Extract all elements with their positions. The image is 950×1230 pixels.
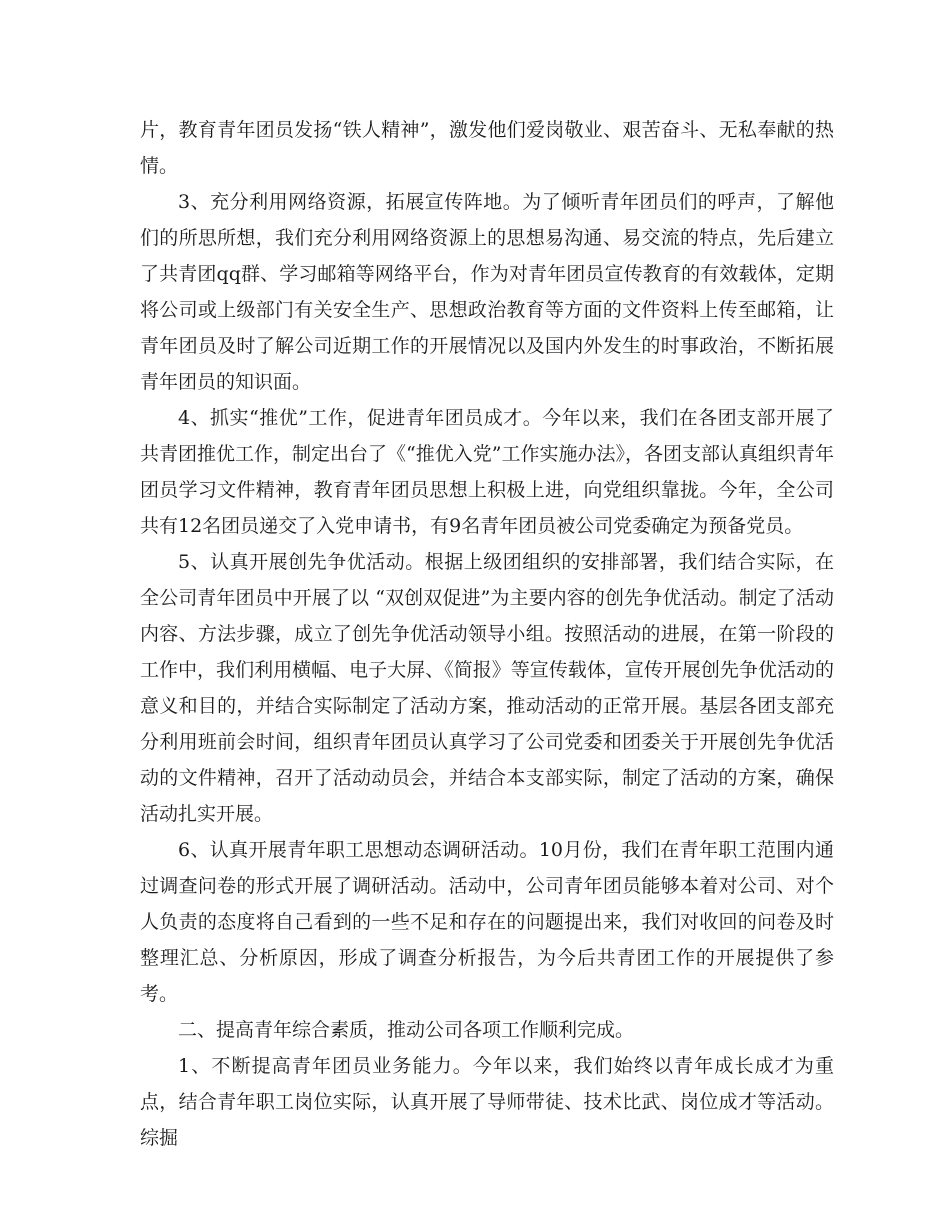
paragraph-item-5-create-excellence: 5、认真开展创先争优活动。根据上级团组织的安排部署，我们结合实际，在全公司青年团员中开展了以 “双创双促进”为主要内容的创先争优活动。制定了活动内容、方法步骤，成立了创先争优活动领导小组。按照活动的进展，在第一阶段的工作中，我们利用横幅、电子大屏、《简报》等宣传载体，宣传开展创先争优活动的意义和目的，并结合实际制定了活动方案，推动活动的正常开展。基层各团支部充分利用班前会时间，组织青年团员认真学习了公司党委和团委关于开展创先争优活动的文件精神，召开了活动动员会，并结合本支部实际，制定了活动的方案，确保活动扎实开展。 [140,551,834,825]
paragraph-item-3-network-resources: 3、充分利用网络资源，拓展宣传阵地。为了倾听青年团员们的呼声，了解他们的所思所想，我们充分利用网络资源上的思想易沟通、易交流的特点，先后建立了共青团qq群、学习邮箱等网络平台，作为对青年团员宣传教育的有效载体，定期将公司或上级部门有关安全生产、思想政治教育等方面的文件资料上传至邮箱，让青年团员及时了解公司近期工作的开展情况以及国内外发生的时事政治，不断拓展青年团员的知识面。 [140,191,834,393]
paragraph-item-6-survey: 6、认真开展青年职工思想动态调研活动。10月份，我们在青年职工范围内通过调查问卷的形式开展了调研活动。活动中，公司青年团员能够本着对公司、对个人负责的态度将自己看到的一些不足和存在的问题提出来，我们对收回的问卷及时整理汇总、分析原因，形成了调查分析报告，为今后共青团工作的开展提供了参考。 [140,839,834,1005]
section-heading-2: 二、提高青年综合素质，推动公司各项工作顺利完成。 [178,1019,635,1041]
paragraph-item-1-business-ability: 1、不断提高青年团员业务能力。今年以来，我们始终以青年成长成才为重点，结合青年职工岗位实际，认真开展了导师带徒、技术比武、岗位成才等活动。综掘 [140,1055,834,1149]
paragraph-item-4-recommend-excellent: 4、抓实“推优”工作，促进青年团员成才。今年以来，我们在各团支部开展了共青团推优工作，制定出台了《“推优入党”工作实施办法》，各团支部认真组织青年团员学习文件精神，教育青年团员思想上积极上进，向党组织靠拢。今年，全公司共有12名团员递交了入党申请书，有9名青年团员被公司党委确定为预备党员。 [140,407,834,537]
paragraph-continuation: 片，教育青年团员发扬“铁人精神”，激发他们爱岗敬业、艰苦奋斗、无私奉献的热情。 [140,119,834,177]
document-body [140,112,834,1156]
